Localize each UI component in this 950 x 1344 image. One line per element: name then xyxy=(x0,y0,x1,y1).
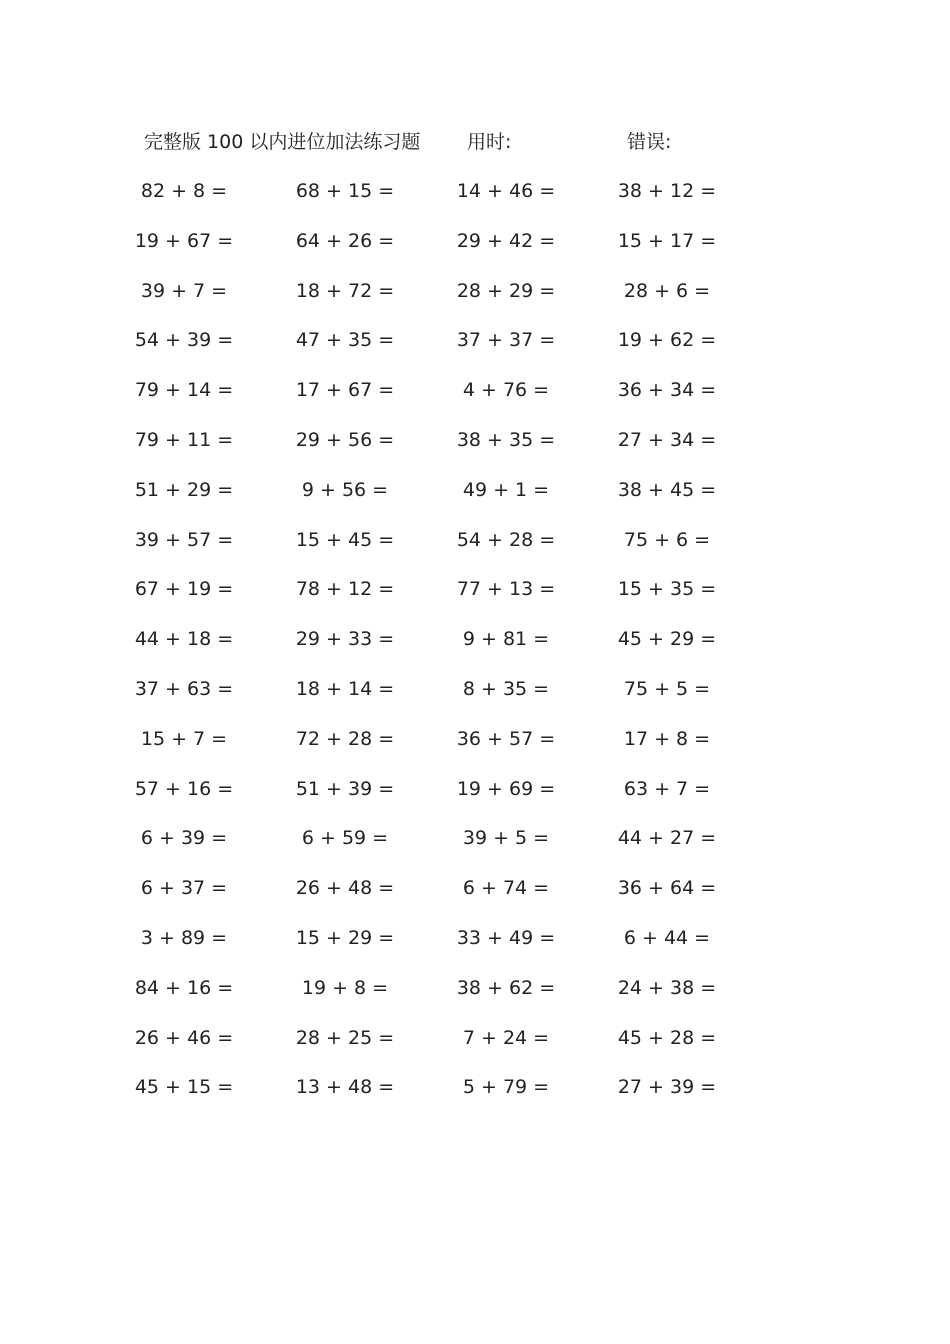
addition-problem: 51 + 29 = xyxy=(134,478,234,501)
addition-problem: 37 + 63 = xyxy=(134,677,234,700)
addition-problem: 15 + 45 = xyxy=(295,528,395,551)
problem-row xyxy=(0,972,950,1022)
problem-row xyxy=(0,275,950,325)
addition-problem: 18 + 14 = xyxy=(295,677,395,700)
problem-row xyxy=(0,474,950,524)
addition-problem: 29 + 33 = xyxy=(295,628,395,651)
time-label: 用时: xyxy=(467,131,512,153)
addition-problem: 33 + 49 = xyxy=(456,926,556,949)
addition-problem: 6 + 44 = xyxy=(623,926,711,949)
problem-row xyxy=(0,673,950,723)
addition-problem: 36 + 34 = xyxy=(617,379,717,402)
addition-problem: 44 + 18 = xyxy=(134,628,234,651)
addition-problem: 49 + 1 = xyxy=(462,478,550,501)
addition-problem: 15 + 17 = xyxy=(617,229,717,252)
addition-problem: 82 + 8 = xyxy=(140,180,228,202)
addition-problem: 67 + 19 = xyxy=(134,578,234,601)
addition-problem: 36 + 57 = xyxy=(456,727,556,750)
addition-problem: 75 + 6 = xyxy=(623,528,711,551)
addition-problem: 28 + 29 = xyxy=(456,279,556,302)
addition-problem: 9 + 56 = xyxy=(301,478,389,501)
addition-problem: 38 + 62 = xyxy=(456,976,556,999)
addition-problem: 13 + 48 = xyxy=(295,1076,395,1099)
worksheet-header xyxy=(0,126,950,158)
addition-problem: 27 + 34 = xyxy=(617,428,717,451)
problem-row xyxy=(0,623,950,673)
problem-grid xyxy=(0,175,950,1121)
addition-problem: 26 + 46 = xyxy=(134,1026,234,1049)
addition-problem: 6 + 74 = xyxy=(462,877,550,900)
problem-row xyxy=(0,324,950,374)
addition-problem: 19 + 62 = xyxy=(617,329,717,352)
addition-problem: 15 + 29 = xyxy=(295,926,395,949)
problem-row xyxy=(0,922,950,972)
addition-problem: 19 + 67 = xyxy=(134,229,234,252)
addition-problem: 8 + 35 = xyxy=(462,677,550,700)
addition-problem: 39 + 5 = xyxy=(462,827,550,850)
addition-problem: 47 + 35 = xyxy=(295,329,395,352)
addition-problem: 38 + 12 = xyxy=(617,180,717,202)
addition-problem: 4 + 76 = xyxy=(462,379,550,402)
addition-problem: 54 + 28 = xyxy=(456,528,556,551)
addition-problem: 7 + 24 = xyxy=(462,1026,550,1049)
problem-row xyxy=(0,175,950,225)
addition-problem: 37 + 37 = xyxy=(456,329,556,352)
addition-problem: 75 + 5 = xyxy=(623,677,711,700)
addition-problem: 45 + 15 = xyxy=(134,1076,234,1099)
addition-problem: 15 + 7 = xyxy=(140,727,228,750)
problem-row xyxy=(0,822,950,872)
addition-problem: 57 + 16 = xyxy=(134,777,234,800)
addition-problem: 24 + 38 = xyxy=(617,976,717,999)
addition-problem: 17 + 8 = xyxy=(623,727,711,750)
problem-row xyxy=(0,424,950,474)
addition-problem: 44 + 27 = xyxy=(617,827,717,850)
problem-row xyxy=(0,773,950,823)
addition-problem: 29 + 56 = xyxy=(295,428,395,451)
problem-row xyxy=(0,524,950,574)
addition-problem: 14 + 46 = xyxy=(456,180,556,202)
addition-problem: 26 + 48 = xyxy=(295,877,395,900)
addition-problem: 79 + 14 = xyxy=(134,379,234,402)
addition-problem: 51 + 39 = xyxy=(295,777,395,800)
addition-problem: 17 + 67 = xyxy=(295,379,395,402)
addition-problem: 36 + 64 = xyxy=(617,877,717,900)
addition-problem: 6 + 39 = xyxy=(140,827,228,850)
addition-problem: 84 + 16 = xyxy=(134,976,234,999)
addition-problem: 45 + 29 = xyxy=(617,628,717,651)
addition-problem: 19 + 8 = xyxy=(301,976,389,999)
problem-row xyxy=(0,872,950,922)
addition-problem: 38 + 45 = xyxy=(617,478,717,501)
addition-problem: 77 + 13 = xyxy=(456,578,556,601)
addition-problem: 6 + 59 = xyxy=(301,827,389,850)
addition-problem: 3 + 89 = xyxy=(140,926,228,949)
worksheet-title: 完整版 100 以内进位加法练习题 xyxy=(144,131,421,153)
addition-problem: 9 + 81 = xyxy=(462,628,550,651)
addition-problem: 79 + 11 = xyxy=(134,428,234,451)
addition-problem: 68 + 15 = xyxy=(295,180,395,202)
addition-problem: 29 + 42 = xyxy=(456,229,556,252)
addition-problem: 72 + 28 = xyxy=(295,727,395,750)
addition-problem: 15 + 35 = xyxy=(617,578,717,601)
addition-problem: 78 + 12 = xyxy=(295,578,395,601)
addition-problem: 18 + 72 = xyxy=(295,279,395,302)
addition-problem: 6 + 37 = xyxy=(140,877,228,900)
problem-row xyxy=(0,225,950,275)
addition-problem: 63 + 7 = xyxy=(623,777,711,800)
problem-row xyxy=(0,573,950,623)
problem-row xyxy=(0,374,950,424)
addition-problem: 5 + 79 = xyxy=(462,1076,550,1099)
addition-problem: 27 + 39 = xyxy=(617,1076,717,1099)
addition-problem: 28 + 25 = xyxy=(295,1026,395,1049)
addition-problem: 39 + 7 = xyxy=(140,279,228,302)
addition-problem: 19 + 69 = xyxy=(456,777,556,800)
problem-row xyxy=(0,1071,950,1121)
addition-problem: 39 + 57 = xyxy=(134,528,234,551)
addition-problem: 28 + 6 = xyxy=(623,279,711,302)
problem-row xyxy=(0,723,950,773)
addition-problem: 45 + 28 = xyxy=(617,1026,717,1049)
addition-problem: 38 + 35 = xyxy=(456,428,556,451)
error-label: 错误: xyxy=(627,131,672,153)
addition-problem: 64 + 26 = xyxy=(295,229,395,252)
addition-problem: 54 + 39 = xyxy=(134,329,234,352)
problem-row xyxy=(0,1022,950,1072)
